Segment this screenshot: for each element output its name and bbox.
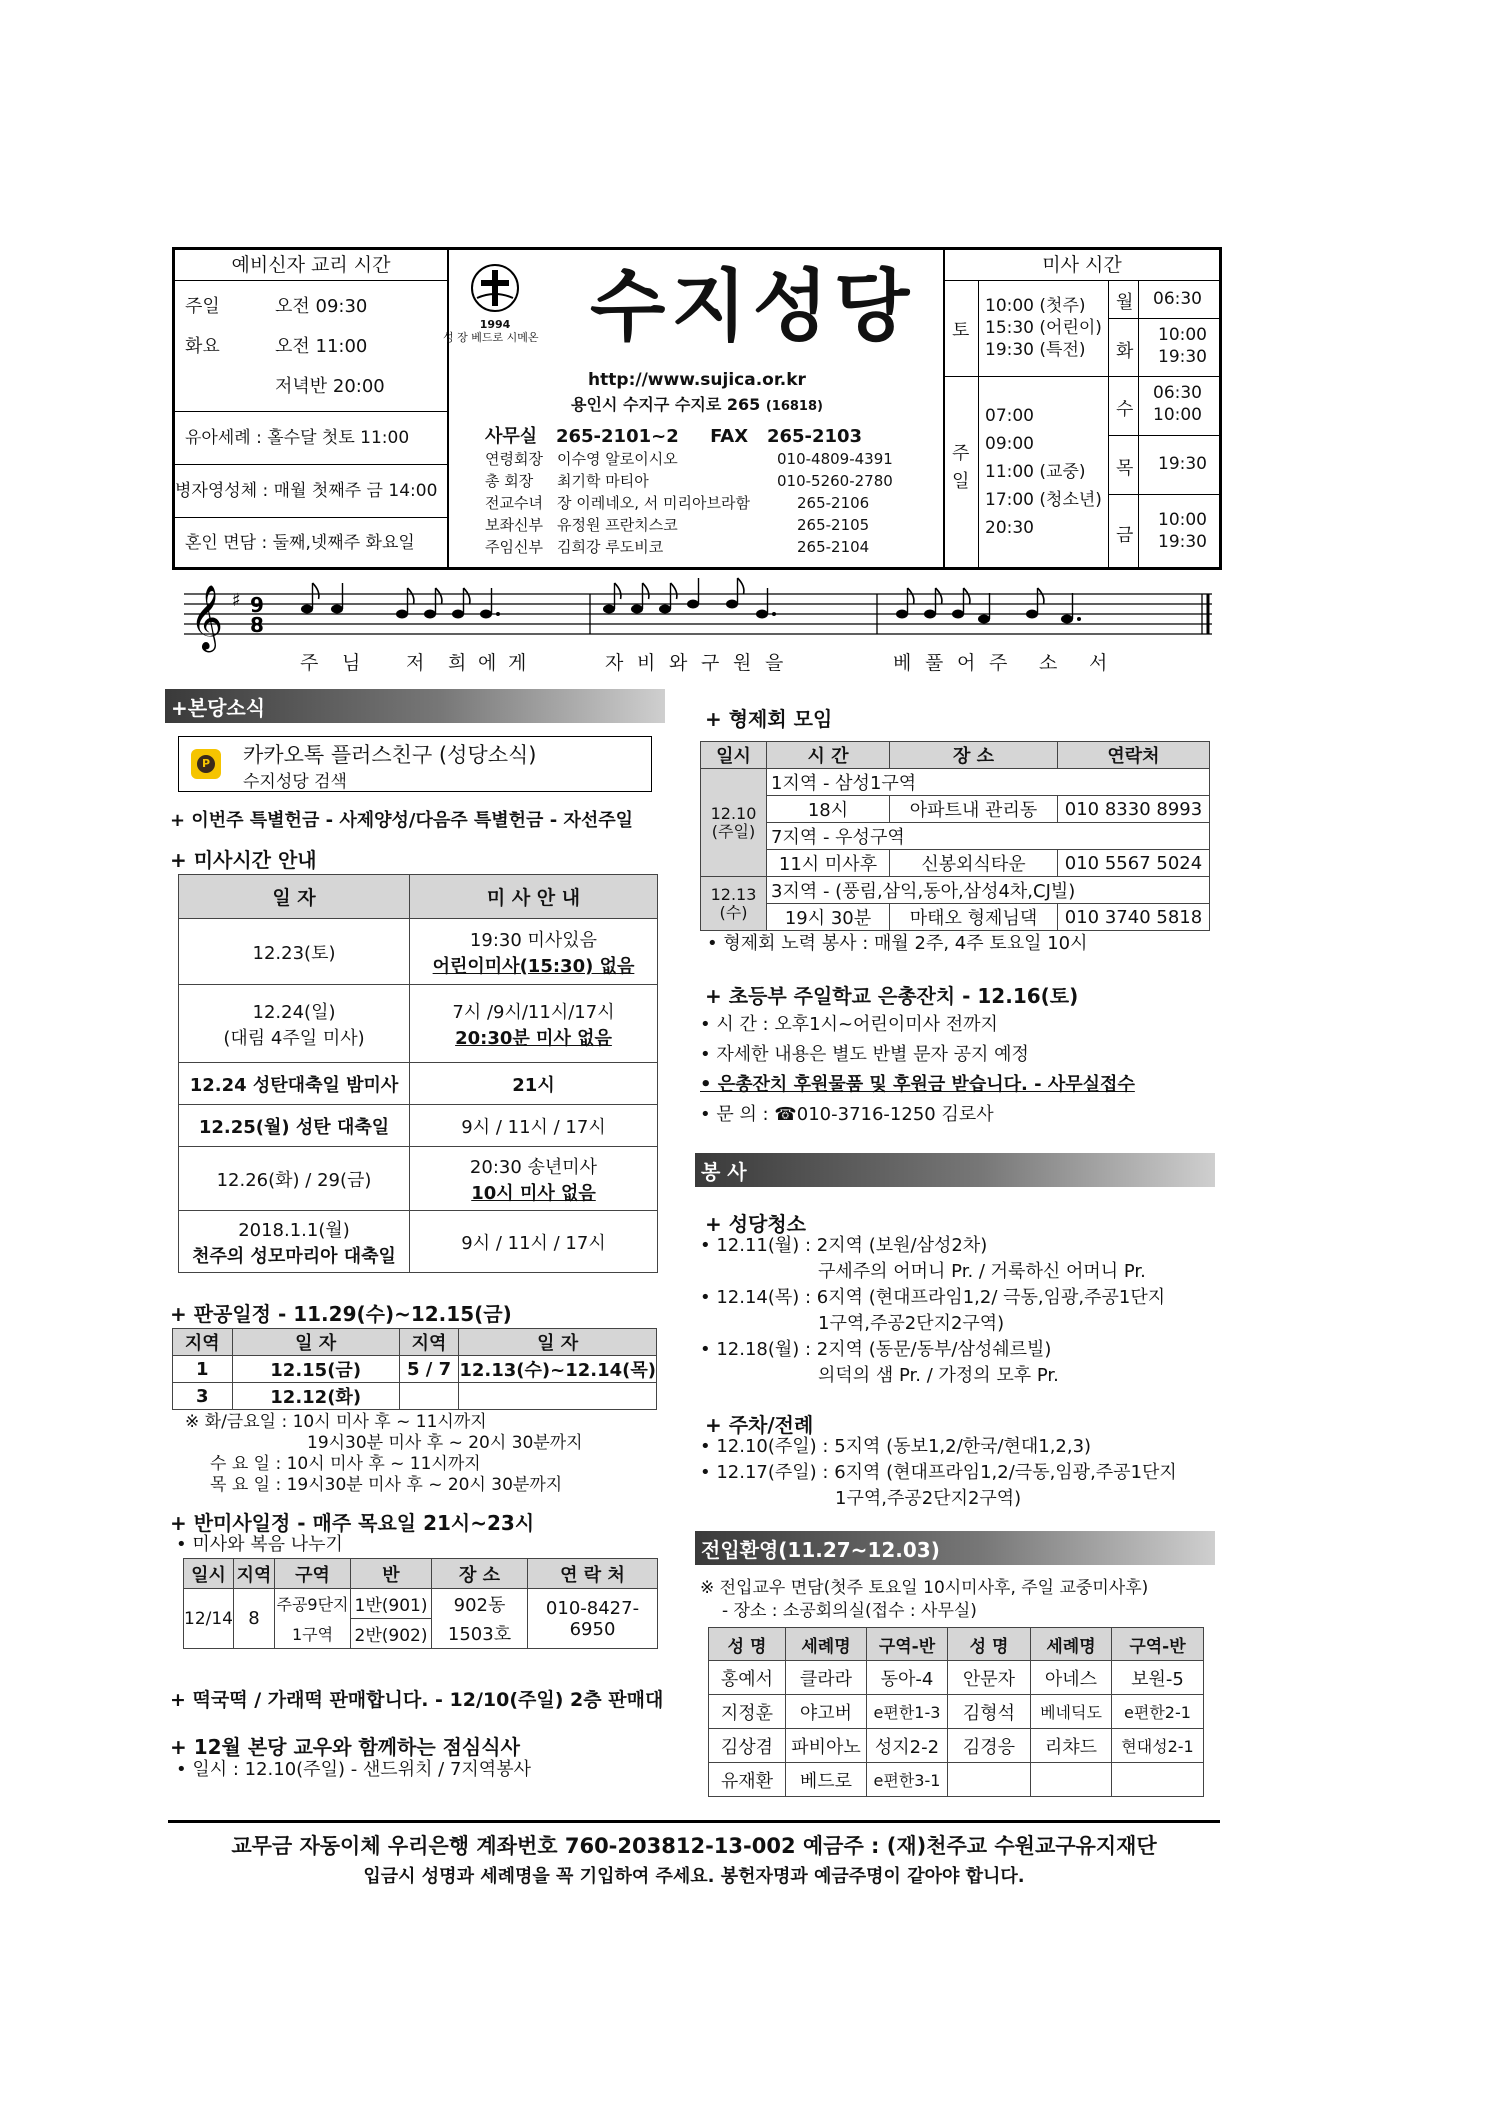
confession-table [172,1328,657,1410]
note-head [659,605,671,614]
table-row: 김상겸 파비아노 성지2-2 김경응 리챠드 현대성2-1 [709,1729,1204,1763]
service-bar: 봉 사 [695,1153,1215,1187]
sick-communion: 병자영성체 : 매월 첫째주 금 14:00 [175,465,447,518]
treble-clef-icon: 𝄞 [190,585,224,650]
note-head [978,615,990,624]
table-row: 7지역 - 우성구역 [701,823,1210,850]
footer-line-1: 교무금 자동이체 우리은행 계좌번호 760-203812-13-002 예금주 : (재)천주교 수원교구유지재단 [231,1834,1157,1858]
confession-notes: ※ 화/금요일 : 10시 미사 후 ~ 11시까지 19시30분 미사 후 ~ 20시 30분까지 수 요 일 : 10시 미사 후 ~ 11시까지 목 요 일 : 19시30분 미사 후 ~ 20시 30분까지 [185,1412,583,1495]
parish-title: 수지성당 [590,262,916,352]
table-row: 12.24(일) (대림 4주일 미사) 7시 /9시/11시/17시 20:30분 미사 없음 [179,985,658,1063]
table-row: 1 12.15(금) 5 / 7 12.13(수)~12.14(목) [173,1356,657,1383]
sat-label: 토 [952,320,970,341]
table-row: 12.23(토) 19:30 미사있음 어린이미사(15:30) 없음 [179,919,658,985]
kakao-icon: P [191,749,221,779]
office-contact: 사무실 265-2101~2 FAX 265-2103 [485,426,863,447]
table-header: 일시 시 간 장 소 연락처 [701,742,1210,769]
lyrics-3: 베 풀 어 주 소 서 [893,652,1108,674]
note-flag [908,588,914,604]
table-row: 19시 30분 마태오 형제님댁 010 3740 5818 [701,904,1210,931]
notes [301,578,1081,624]
mass-guide-table [178,874,658,1273]
table-row: 유재환 베드로 e편한3-1 [709,1763,1204,1797]
note-head [726,600,738,609]
note-head [1061,615,1073,624]
cleaning-title: + 성당청소 [705,1212,807,1236]
welcome-note-1: ※ 전입교우 면담(첫주 토요일 10시미사후, 주일 교중미사후) [700,1578,1149,1598]
rice-cake-notice: + 떡국떡 / 가래떡 판매합니다. - 12/10(주일) 2층 판매대 [170,1689,664,1711]
logo-year: 1994 [479,318,511,331]
table-row: 12.10 (주일) 1지역 - 삼성1구역 [701,769,1210,796]
catechumen-row: 주일 오전 09:30 [185,296,368,317]
table-row: 12.26(화) / 29(금) 20:30 송년미사 10시 미사 없음 [179,1147,658,1211]
footer-rule [168,1820,1220,1823]
weekday-row: 화 10:00 19:30 [1108,319,1219,377]
note-flag [738,578,744,594]
note-head [331,605,343,614]
staff-list [485,448,945,558]
staff-row: 연령회장 이수영 알로이시오 010-4809-4391 [485,450,893,468]
brother-note: • 형제회 노력 봉사 : 매월 2주, 4주 토요일 10시 [707,933,1088,954]
mass-guide-title: + 미사시간 안내 [170,848,317,872]
table-row: 18시 아파트내 관리동 010 8330 8993 [701,796,1210,823]
time-sig-num: 9 [250,593,264,617]
brother-title: + 형제회 모임 [705,707,833,731]
note-head [952,610,964,619]
note-dot [496,612,500,616]
sharp-icon: ♯ [232,590,241,611]
table-row: 2018.1.1(월) 천주의 성모마리아 대축일 9시 / 11시 / 17시 [179,1211,658,1273]
note-flag [1038,588,1044,604]
note-head [756,610,768,619]
table-row: 3 12.12(화) [173,1383,657,1410]
mass-title: 미사 시간 [945,250,1219,281]
parish-address: 용인시 수지구 수지로 265 (16818) [571,395,823,414]
kakao-title: 카카오톡 플러스친구 (성당소식) [243,743,537,767]
staff-row: 총 회장 최기학 마티아 010-5260-2780 [485,472,893,490]
infant-baptism: 유아세례 : 홀수달 첫토 11:00 [175,412,447,465]
sat-times: 10:00 (첫주) 15:30 (어린이) 19:30 (특전) [985,296,1102,360]
ban-mass-table [183,1558,658,1649]
note-head [603,605,615,614]
weekday-row: 월 06:30 [1108,280,1219,319]
lunch-detail: • 일시 : 12.10(주일) - 샌드위치 / 7지역봉사 [176,1759,531,1780]
kakao-box[interactable] [178,736,652,792]
staff-row: 전교수녀 장 이레네오, 서 미리아브라함 265-2106 [485,494,870,512]
note-head [480,610,492,619]
staff-row: 주임신부 김희강 루도비코 265-2104 [485,538,870,556]
note-flag [408,588,414,604]
ban-mass-sub: • 미사와 복음 나누기 [176,1534,343,1555]
table-row: 12.13 (수) 3지역 - (풍림,삼익,동아,삼성4차,CJ빌) [701,877,1210,904]
table-row: 12.24 성탄대축일 밤미사 21시 [179,1063,658,1105]
header-divider [943,247,945,570]
note-head [687,600,699,609]
lyrics-2: 자 비 와 구 원 을 [605,652,784,674]
welcome-table [708,1627,1204,1797]
note-head [424,610,436,619]
note-dot [1077,617,1081,621]
note-flag [936,588,942,604]
table-header: 지역 일 자 지역 일 자 [173,1329,657,1356]
welcome-note-2: - 장소 : 소공회의실(접수 : 사무실) [722,1601,977,1621]
mass-col-line [978,280,979,570]
note-head [301,605,313,614]
news-bar: +본당소식 [165,689,665,723]
special-collection: + 이번주 특별헌금 - 사제양성/다음주 특별헌금 - 자선주일 [170,810,633,831]
time-sig-den: 8 [250,613,264,637]
staff-row: 보좌신부 유정원 프란치스코 265-2105 [485,516,870,534]
note-head [1026,610,1038,619]
lunch-title: + 12월 본당 교우와 함께하는 점심식사 [170,1735,520,1759]
cleaning-lines: • 12.11(월) : 2지역 (보원/삼성2차) 구세주의 어머니 Pr. / 거룩하신 어머니 Pr. • 12.14(목) : 6지역 (현대프라임1,2/ 극동,임광,주공1단지 1구역,주공2단지2구역) • 12.18(월) : 2지역 (동문/동부/삼성쉐르빌) 의덕의 샘 Pr. / 가정의 모후 Pr. [700,1235,1166,1386]
wedding-consult: 혼인 면담 : 둘째,넷째주 화요일 [185,533,415,553]
cross-logo-icon [469,262,521,314]
note-head [631,605,643,614]
note-head [896,610,908,619]
note-flag [643,583,649,599]
table-header: 일시 지역 구역 반 장 소 연 락 처 [184,1559,658,1589]
parking-title: + 주차/전례 [705,1413,814,1437]
catechumen-row: 화요 오전 11:00 [185,336,368,357]
footer-line-2: 입금시 성명과 세례명을 꼭 기입하여 주세요. 봉헌자명과 예금주명이 같아야 합니다. [363,1866,1025,1887]
sun-label: 주일 [952,443,970,492]
school-title: + 초등부 주일학교 은총잔치 - 12.16(토) [705,984,1079,1008]
ban-mass-title: + 반미사일정 - 매주 목요일 21시~23시 [170,1511,535,1535]
note-flag [436,588,442,604]
mass-row-line [945,376,1108,377]
table-row: 1구역 2반(902) 1503호 [184,1619,658,1649]
parking-lines: • 12.10(주일) : 5지역 (동보1,2/한국/현대1,2,3) • 12.17(주일) : 6지역 (현대프라임1,2/극동,임광,주공1단지 1구역,주공2단지2구역) [700,1436,1177,1509]
note-head [924,610,936,619]
note-flag [313,583,319,599]
note-flag [671,583,677,599]
lyrics-1: 주 님 저 희 에 게 [300,652,527,674]
table-header: 일 자 미 사 안 내 [179,875,658,919]
school-lines: • 시 간 : 오후1시~어린이미사 전까지 • 자세한 내용은 별도 반별 문자 공지 예정 • 은총잔치 후원물품 및 후원금 받습니다. - 사무실접수 • 문 의 : ☎010-3716-1250 김로사 [700,1014,1135,1125]
table-row: 12/14 8 주공9단지 1반(901) 902동 010-8427-6950 [184,1589,658,1619]
note-flag [964,588,970,604]
catechumen-row: 저녁반 20:00 [275,376,385,397]
weekday-row: 금 10:00 19:30 [1116,510,1207,552]
note-head [452,610,464,619]
parish-url[interactable]: http://www.sujica.or.kr [588,370,806,390]
note-dot [772,612,776,616]
brother-table [700,741,1210,931]
catechumen-title: 예비신자 교리 시간 [175,250,447,281]
welcome-bar: 전입환영(11.27~12.03) [695,1531,1215,1565]
note-head [396,610,408,619]
note-flag [615,583,621,599]
weekday-mass [1108,280,1219,569]
kakao-sub: 수지성당 검색 [243,772,347,792]
sun-times: 07:00 09:00 11:00 (교중) 17:00 (청소년) 20:30 [985,406,1102,538]
weekday-row: 수 06:30 10:00 [1108,377,1219,436]
note-flag [464,588,470,604]
catechumen-panel [175,250,447,568]
logo-name: 성 장 베드로 시메온 [443,331,539,344]
table-header: 성 명 세례명 구역-반 성 명 세례명 구역-반 [709,1628,1204,1661]
catechumen-rows [175,281,447,412]
weekday-row: 목 19:30 [1108,436,1219,495]
parish-logo [443,262,539,344]
music-staff [172,572,1222,654]
table-row: 지정훈 야고버 e편한1-3 김형석 베네딕도 e편한2-1 [709,1695,1204,1729]
table-row: 12.25(월) 성탄 대축일 9시 / 11시 / 17시 [179,1105,658,1147]
table-row: 11시 미사후 신봉외식타운 010 5567 5024 [701,850,1210,877]
table-row: 홍예서 클라라 동아-4 안문자 아네스 보원-5 [709,1661,1204,1695]
confession-title: + 판공일정 - 11.29(수)~12.15(금) [170,1302,512,1326]
